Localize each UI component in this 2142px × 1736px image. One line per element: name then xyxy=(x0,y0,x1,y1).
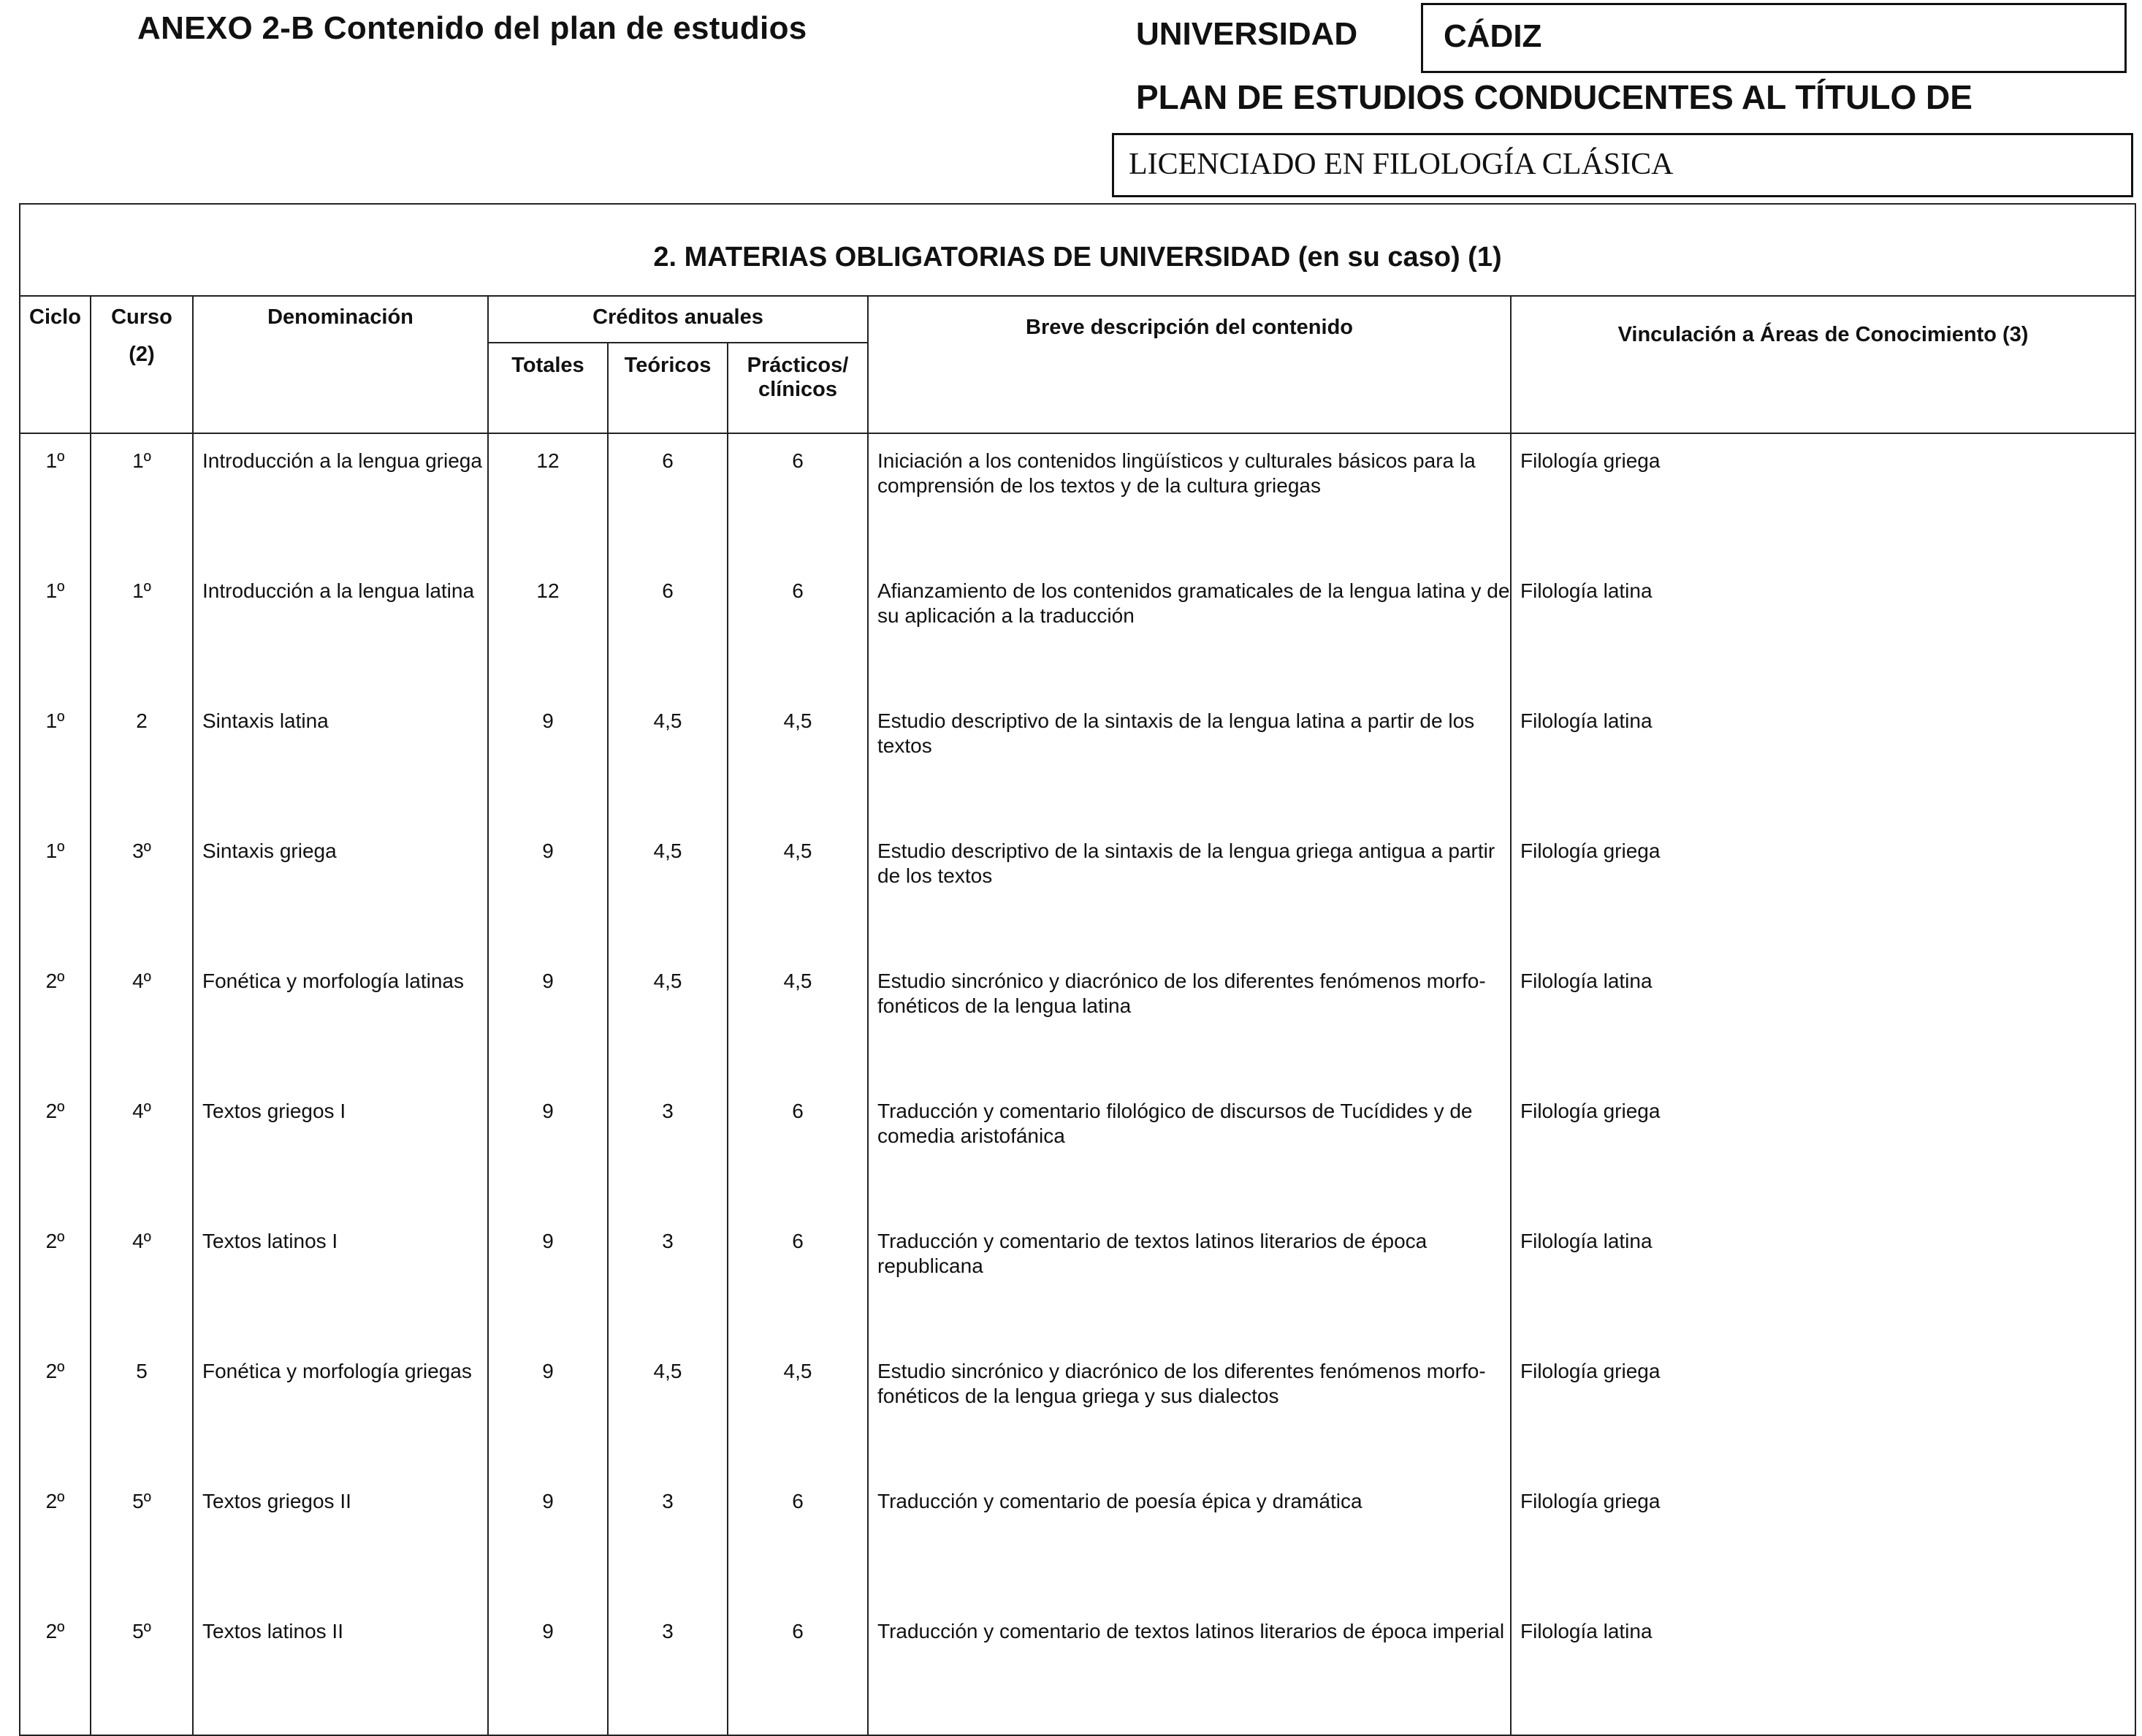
cell-ciclo: 1º xyxy=(20,433,91,564)
cell-curso: 1º xyxy=(91,564,193,694)
cell-teoricos: 4,5 xyxy=(608,1344,728,1474)
section-title: 2. MATERIAS OBLIGATORIAS DE UNIVERSIDAD (en su caso) (1) xyxy=(20,204,2135,296)
table-row xyxy=(20,564,2135,694)
cell-denominacion: Introducción a la lengua latina xyxy=(193,564,488,694)
cell-teoricos: 3 xyxy=(608,1084,728,1214)
table-row xyxy=(20,1604,2135,1735)
university-name-box xyxy=(1421,3,2127,73)
cell-descripcion: Estudio descriptivo de la sintaxis de la lengua latina a partir de los textos xyxy=(868,694,1511,824)
cell-totales: 9 xyxy=(488,954,608,1084)
cell-teoricos: 6 xyxy=(608,564,728,694)
cell-denominacion: Fonética y morfología griegas xyxy=(193,1344,488,1474)
cell-descripcion: Iniciación a los contenidos lingüísticos y culturales básicos para la comprensión de los textos y de la cultura griegas xyxy=(868,433,1511,564)
cell-area: Filología latina xyxy=(1511,954,2135,1084)
cell-practicos: 6 xyxy=(728,564,868,694)
cell-descripcion: Traducción y comentario de poesía épica y dramática xyxy=(868,1474,1511,1604)
cell-area: Filología griega xyxy=(1511,1344,2135,1474)
header-row xyxy=(20,296,2135,343)
cell-ciclo: 2º xyxy=(20,1084,91,1214)
table-row xyxy=(20,1214,2135,1344)
cell-totales: 12 xyxy=(488,564,608,694)
col-totales-header: Totales xyxy=(488,343,608,433)
cell-practicos: 6 xyxy=(728,1474,868,1604)
cell-teoricos: 4,5 xyxy=(608,694,728,824)
cell-denominacion: Textos griegos II xyxy=(193,1474,488,1604)
cell-curso: 4º xyxy=(91,954,193,1084)
cell-descripcion: Estudio sincrónico y diacrónico de los diferentes fenómenos morfo-fonéticos de la lengua griega y sus dialectos xyxy=(868,1344,1511,1474)
cell-teoricos: 3 xyxy=(608,1214,728,1344)
cell-descripcion: Afianzamiento de los contenidos gramaticales de la lengua latina y de su aplicación a la traducción xyxy=(868,564,1511,694)
cell-ciclo: 2º xyxy=(20,1474,91,1604)
cell-curso: 4º xyxy=(91,1084,193,1214)
cell-totales: 9 xyxy=(488,1084,608,1214)
plan-label: PLAN DE ESTUDIOS CONDUCENTES AL TÍTULO DE xyxy=(1136,78,1973,116)
cell-teoricos: 3 xyxy=(608,1604,728,1735)
cell-ciclo: 1º xyxy=(20,694,91,824)
cell-totales: 9 xyxy=(488,1344,608,1474)
cell-denominacion: Textos latinos I xyxy=(193,1214,488,1344)
cell-totales: 9 xyxy=(488,1474,608,1604)
table-row xyxy=(20,694,2135,824)
col-teoricos-header: Teóricos xyxy=(608,343,728,433)
cell-curso: 1º xyxy=(91,433,193,564)
degree-name: LICENCIADO EN FILOLOGÍA CLÁSICA xyxy=(1129,148,1674,181)
cell-teoricos: 4,5 xyxy=(608,954,728,1084)
curso-note: (2) xyxy=(129,343,155,366)
cell-ciclo: 2º xyxy=(20,1604,91,1735)
col-curso-header: Curso (2) xyxy=(91,296,193,433)
cell-totales: 12 xyxy=(488,433,608,564)
cell-denominacion: Fonética y morfología latinas xyxy=(193,954,488,1084)
cell-area: Filología griega xyxy=(1511,433,2135,564)
col-vinculacion-header: Vinculación a Áreas de Conocimiento (3) xyxy=(1511,296,2135,433)
col-denominacion-header: Denominación xyxy=(193,296,488,433)
table-row xyxy=(20,824,2135,954)
cell-practicos: 6 xyxy=(728,433,868,564)
section-title-row xyxy=(20,204,2135,296)
cell-curso: 5º xyxy=(91,1474,193,1604)
cell-descripcion: Traducción y comentario filológico de discursos de Tucídides y de comedia aristofánica xyxy=(868,1084,1511,1214)
table-row xyxy=(20,1474,2135,1604)
table-body xyxy=(20,433,2135,1735)
cell-teoricos: 6 xyxy=(608,433,728,564)
table-row xyxy=(20,1084,2135,1214)
cell-practicos: 4,5 xyxy=(728,824,868,954)
cell-descripcion: Traducción y comentario de textos latinos literarios de época republicana xyxy=(868,1214,1511,1344)
cell-curso: 5 xyxy=(91,1344,193,1474)
cell-teoricos: 3 xyxy=(608,1474,728,1604)
cell-practicos: 6 xyxy=(728,1214,868,1344)
cell-area: Filología griega xyxy=(1511,1474,2135,1604)
cell-curso: 4º xyxy=(91,1214,193,1344)
cell-curso: 5º xyxy=(91,1604,193,1735)
annex-title: ANEXO 2-B Contenido del plan de estudios xyxy=(137,10,807,46)
cell-denominacion: Textos latinos II xyxy=(193,1604,488,1735)
cell-descripcion: Estudio sincrónico y diacrónico de los diferentes fenómenos morfo-fonéticos de la lengua latina xyxy=(868,954,1511,1084)
table-row xyxy=(20,954,2135,1084)
col-ciclo-header: Ciclo xyxy=(20,296,91,433)
cell-practicos: 4,5 xyxy=(728,694,868,824)
cell-area: Filología griega xyxy=(1511,1084,2135,1214)
cell-practicos: 6 xyxy=(728,1604,868,1735)
subjects-table xyxy=(19,203,2136,1736)
col-creditos-header: Créditos anuales xyxy=(488,296,868,343)
cell-denominacion: Sintaxis griega xyxy=(193,824,488,954)
cell-denominacion: Sintaxis latina xyxy=(193,694,488,824)
cell-totales: 9 xyxy=(488,1214,608,1344)
cell-practicos: 6 xyxy=(728,1084,868,1214)
col-descripcion-header: Breve descripción del contenido xyxy=(868,296,1511,433)
cell-area: Filología latina xyxy=(1511,694,2135,824)
cell-ciclo: 2º xyxy=(20,1214,91,1344)
cell-area: Filología latina xyxy=(1511,1214,2135,1344)
cell-descripcion: Traducción y comentario de textos latinos literarios de época imperial xyxy=(868,1604,1511,1735)
cell-practicos: 4,5 xyxy=(728,954,868,1084)
cell-ciclo: 1º xyxy=(20,564,91,694)
degree-box xyxy=(1112,133,2133,197)
cell-totales: 9 xyxy=(488,1604,608,1735)
university-name: CÁDIZ xyxy=(1444,18,1542,54)
cell-ciclo: 2º xyxy=(20,1344,91,1474)
university-label: UNIVERSIDAD xyxy=(1136,16,1358,52)
cell-area: Filología griega xyxy=(1511,824,2135,954)
cell-descripcion: Estudio descriptivo de la sintaxis de la lengua griega antigua a partir de los textos xyxy=(868,824,1511,954)
cell-curso: 2 xyxy=(91,694,193,824)
cell-denominacion: Textos griegos I xyxy=(193,1084,488,1214)
cell-teoricos: 4,5 xyxy=(608,824,728,954)
cell-denominacion: Introducción a la lengua griega xyxy=(193,433,488,564)
table-row xyxy=(20,433,2135,564)
cell-ciclo: 2º xyxy=(20,954,91,1084)
cell-ciclo: 1º xyxy=(20,824,91,954)
cell-practicos: 4,5 xyxy=(728,1344,868,1474)
cell-totales: 9 xyxy=(488,824,608,954)
cell-totales: 9 xyxy=(488,694,608,824)
col-practicos-header: Prácticos/ clínicos xyxy=(728,343,868,433)
cell-curso: 3º xyxy=(91,824,193,954)
table-row xyxy=(20,1344,2135,1474)
cell-area: Filología latina xyxy=(1511,564,2135,694)
cell-area: Filología latina xyxy=(1511,1604,2135,1735)
